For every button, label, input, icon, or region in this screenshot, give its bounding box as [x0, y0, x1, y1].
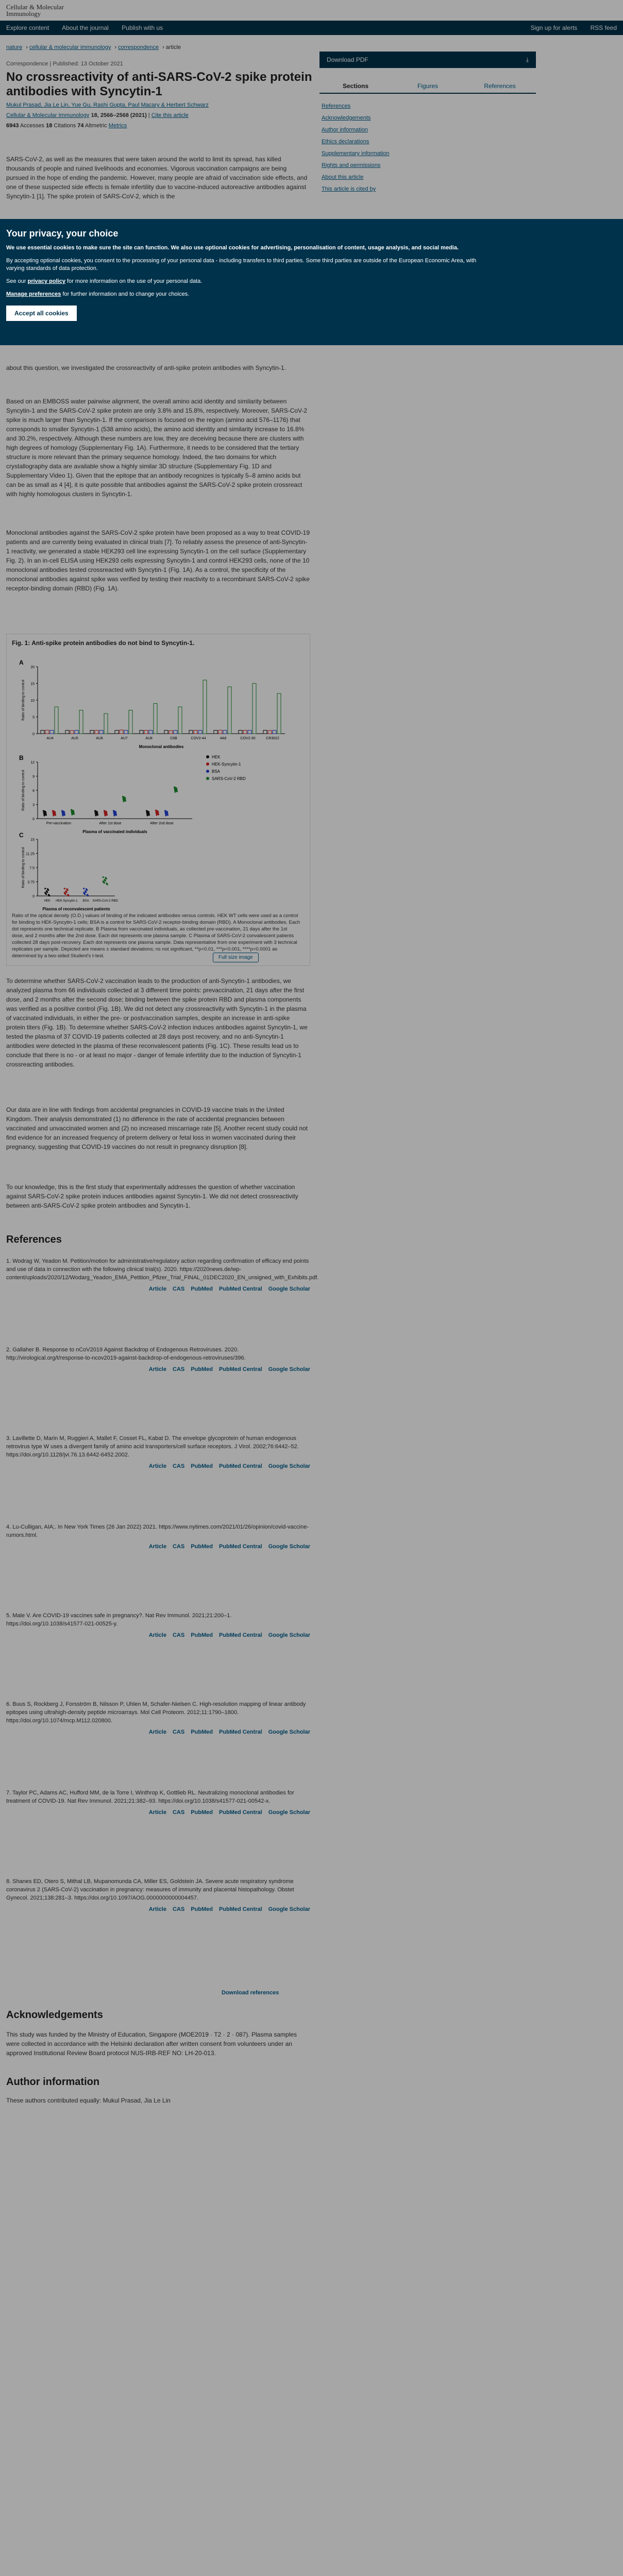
reference-link-article[interactable]: Article [148, 1906, 166, 1912]
y-tick-label: 15 [30, 838, 35, 842]
breadcrumb: nature › cellular & molecular immunology › correspondence › article [6, 44, 181, 50]
tab-references[interactable]: References [484, 82, 516, 90]
x-axis-label: Plasma of reconvalescent patients [42, 907, 110, 911]
y-axis-label: Ratio of binding to control [22, 847, 25, 888]
metrics-link[interactable]: Metrics [108, 123, 127, 129]
cookie-text: By accepting optional cookies, you consent to the processing of your personal data - including transfers to third parties. Some third parties are outside of the European Economic Area, with varying standards of data protection. [6, 258, 477, 272]
nav-about[interactable]: About the journal [62, 24, 109, 31]
reference-text: 1. Wodrag W, Yeadon M. Petition/motion for administrative/regulatory action regarding confirmation of efficacy end points and use of data in connection with the following clinical trial(s). 2020. https://2020news.de/wp-content/uploads/2020/12/Wodarg_Yeadon_EMA_Petition_Pfizer_Trial_FINAL_01DEC2020_EN_unsigned_with_Exhibits.pdf. [6, 1258, 319, 1281]
reference-link-article[interactable]: Article [148, 1286, 166, 1292]
reference-link-google-scholar[interactable]: Google Scholar [268, 1366, 310, 1372]
reference-link-pubmed[interactable]: PubMed [191, 1809, 213, 1816]
x-tick-label: BSA [82, 900, 89, 903]
reference-link-pubmed[interactable]: PubMed [191, 1286, 213, 1292]
x-tick-label: AU8 [145, 737, 153, 740]
y-tick-label: 11.25 [26, 852, 35, 856]
download-icon: ⤓ [526, 56, 529, 63]
reference-link-pubmed-central[interactable]: PubMed Central [218, 1366, 262, 1372]
section-link[interactable]: Acknowledgements [322, 115, 371, 121]
article-meta: Correspondence | Published: 13 October 2021 [6, 61, 123, 67]
body-paragraph: Monoclonal antibodies against the SARS-CoV-2 spike protein have been proposed as a way to treat COVID-19 patients and are currently being evaluated in clinical trials [7]. To reliably assess the presence of anti-Syncytin-1 reactivity, we generated a stable HEK293 cell line expressing Syncytin-1 on the cell surface (Supplementary Fig. 2). In an in-cell ELISA using HEK293 cells expressing Syncytin-1 and control HEK293 cells, none of the 10 monoclonal antibodies tested crossreacted with Syncytin-1 (Fig. 1A). As a control, the specificity of the monoclonal antibodies against spike was verified by testing their reactivity to a recombinant SARS-CoV-2 spike receptor-binding domain (RBD) (Fig. 1A). [6, 529, 310, 592]
x-tick-label: C6B [170, 737, 177, 740]
cookie-manage-post: for further information and to change your choices. [62, 291, 190, 297]
nav-rss[interactable]: RSS feed [590, 24, 617, 31]
panel-label: B [19, 754, 24, 761]
reference-link-cas[interactable]: CAS [172, 1809, 185, 1816]
section-link[interactable]: References [322, 103, 351, 109]
altmetric-count: 74 [77, 123, 84, 129]
accesses-label: Accesses [20, 123, 45, 129]
nav-signup-alerts[interactable]: Sign up for alerts [530, 24, 578, 31]
reference-link-pubmed-central[interactable]: PubMed Central [218, 1463, 262, 1469]
body-paragraph: To our knowledge, this is the first study that experimentally addresses the question of whether vaccination against SARS-CoV-2 spike protein induces antibodies against Syncytin-1. We did not detect crossreactivity between anti-SARS-CoV-2 spike protein antibodies and Syncytin-1. [6, 1183, 298, 1209]
reference-link-cas[interactable]: CAS [172, 1366, 185, 1372]
figure-title: Fig. 1: Anti-spike protein antibodies do not bind to Syncytin-1. [12, 639, 195, 647]
references-heading: References [6, 1234, 62, 1245]
figure-caption: Ratio of the optical density (O.D.) values of binding of the indicated antibodies versus controls. HEK WT cells were used as a control for binding to HEK-Syncytin-1 cells; BSA is a control for SARS-CoV-2 receptor-binding domain (RBD). A Monoclonal antibodies. Each dot represents one technical replicate. B Plasma from vaccinated individuals, as collected pre-vaccination, 21 days after the 1st dose, and 2 months after the 2nd dose. Each dot represents one plasma sample. C Plasma of SARS-CoV-2 convalescent patients collected 28 days post-recovery. Each dot represents one plasma sample. Data representative from one experiment with 3 technical replicates per sample. Depicted are means ± standard deviations; ns not significant, **p<0.01, ***p<0.001, ****p<0.0001 as determined by a two-sided Student's t-test. [12, 913, 300, 959]
reference-text: 7. Taylor PC, Adams AC, Hufford MM, de la Torre I, Winthrop K, Gottlieb RL. Neutralizing monoclonal antibodies for treatment of COVID-19. Nat Rev Immunol. 2021;21:382–93. https://doi.org/10.1038/s41577-021-00542-x. [6, 1790, 294, 1804]
section-link[interactable]: This article is cited by [322, 186, 376, 192]
reference-link-pubmed[interactable]: PubMed [191, 1632, 213, 1638]
published-date: Published: 13 October 2021 [53, 61, 123, 67]
x-tick-label: HEK [44, 900, 50, 903]
body-paragraph: Based on an EMBOSS water pairwise alignment, the overall amino acid identity and similarity between Syncytin-1 and the SARS-CoV-2 spike protein are only 3.8% and 15.8%, respectively. Moreover, SARS-CoV-2 spike is much larger than Syncytin-1. If the comparison is focused on the region (amino acid 576–1176) that corresponds to smaller Syncytin-1 (538 amino acids), the amino acid identity and similarity increase to 16.8% and 30.2%, respectively. Although these numbers are low, they are deceiving because there are clusters with high degrees of homology (Supplementary Fig. 1A). Furthermore, it needs to be considered that the tertiary structure is more relevant than the primary sequence homology. Indeed, the two domains for which crystallography data are available show a highly similar 3D structure (Supplementary Fig. 1D and Supplementary Video 1). Given that the epitope that an antibody recognizes is typically 5–8 amino acids but can be as small as 4 [4], it is quite possible that antibodies against the SARS-CoV-2 spike protein crossreact with highly homologous clusters in Syncytin-1. [6, 398, 308, 498]
reference-text: 2. Gallaher B. Response to nCoV2019 Against Backdrop of Endogenous Retroviruses. 2020. http://virological.org/t/response-to-ncov2019-against-backdrop-of-endogenous-retroviruses/396. [6, 1347, 246, 1361]
article-type: Correspondence [6, 61, 48, 67]
x-tick-label: HEK-Syncytin-1 [56, 900, 78, 903]
reference-link-pubmed-central[interactable]: PubMed Central [218, 1809, 262, 1816]
accept-cookies-button[interactable]: Accept all cookies [6, 306, 77, 321]
cite-this-article[interactable]: Cite this article [151, 112, 189, 118]
journal-line: Cellular & Molecular Immunology 18, 2566–2568 (2021) | Cite this article [6, 112, 189, 118]
breadcrumb-item[interactable]: nature [6, 44, 23, 50]
page-title: No crossreactivity of anti-SARS-CoV-2 spike protein antibodies with Syncytin-1 [6, 70, 312, 98]
reference-link-pubmed-central[interactable]: PubMed Central [218, 1729, 262, 1735]
download-pdf-label: Download PDF [327, 56, 368, 63]
y-tick-label: 0 [32, 733, 35, 736]
panel-label: A [19, 659, 24, 666]
reference-link-pubmed-central[interactable]: PubMed Central [218, 1906, 262, 1912]
y-tick-label: 0 [32, 895, 35, 899]
y-tick-label: 20 [30, 666, 35, 669]
cookie-manage-line [6, 291, 480, 298]
breadcrumb-item-current: article [165, 44, 181, 50]
x-tick-label: AU6 [96, 737, 103, 740]
section-link[interactable]: Rights and permissions [322, 162, 381, 168]
y-axis-label: Ratio of binding to control [22, 770, 25, 811]
body-paragraph: SARS-CoV-2, as well as the measures that were taken around the world to limit its spread, has killed thousands of people and ruined livelihoods and economies. Vigorous vaccination campaigns are being pursued in the hope of ending the pandemic. However, many people are afraid of vaccination side effects, and one of these suspected side effects is female infertility due to vaccine-induced autoreactive antibodies against Syncytin-1 [1]. The spike protein of SARS-CoV-2, which is the [6, 156, 308, 200]
legend-label: SARS-CoV-2 RBD [212, 776, 246, 781]
reference-text: 3. Lavillette D, Marin M, Ruggieri A, Mallet F, Cosset FL, Kabat D. The envelope glycoprotein of human endogenous retrovirus type W uses a divergent family of amino acid transporters/cell surface receptors. J Virol. 2002;76:6442–52. https://doi.org/10.1128/jvi.76.13.6442-6452.2002. [6, 1435, 299, 1458]
reference-link-pubmed[interactable]: PubMed [191, 1729, 213, 1735]
nav-publish[interactable]: Publish with us [122, 24, 163, 31]
reference-link-article[interactable]: Article [148, 1366, 166, 1372]
reference-link-article[interactable]: Article [148, 1809, 166, 1816]
x-tick-label: After 1st dose [99, 822, 122, 825]
privacy-policy-link[interactable]: privacy policy [27, 278, 65, 284]
x-axis-label: Plasma of vaccinated individuals [82, 829, 147, 834]
nav-explore[interactable]: Explore content [6, 24, 49, 31]
y-tick-label: 5 [32, 716, 35, 720]
reference-text: 8. Shanes ED, Otero S, Mithal LB, Mupanomunda CA, Miller ES, Goldstein JA. Severe acute respiratory syndrome coronavirus 2 (SARS-CoV-2) vaccination in pregnancy: measures of immunity and placental histopathology. Obstet Gynecol. 2021;138:281–3. https://doi.org/10.1097/AOG.0000000000004457. [6, 1878, 294, 1901]
reference-link-google-scholar[interactable]: Google Scholar [268, 1729, 310, 1735]
reference-link-pubmed[interactable]: PubMed [191, 1366, 213, 1372]
x-tick-label: COV2-30 [240, 737, 256, 740]
y-tick-label: 3.75 [27, 880, 35, 885]
altmetric-label: Altmetric [85, 123, 107, 129]
reference-link-cas[interactable]: CAS [172, 1544, 185, 1550]
reference-link-cas[interactable]: CAS [172, 1286, 185, 1292]
tab-sections[interactable]: Sections [342, 82, 368, 90]
reference-link-google-scholar[interactable]: Google Scholar [268, 1809, 310, 1816]
citations-count: 18 [46, 123, 53, 129]
reference-link-pubmed-central[interactable]: PubMed Central [218, 1544, 262, 1550]
volume-info: 18, 2566–2568 (2021) [91, 112, 147, 118]
body-paragraph: To determine whether SARS-CoV-2 vaccination leads to the production of anti-Syncytin-1 antibodies, we analyzed plasma from 66 individuals collected at 3 different time points: prevaccination, 21 days after the first dose, and 2 months after the second dose; binding between the spike protein RBD and plasma components was verified as a positive control (Fig. 1B). We did not detect any crossreactivity with Syncytin-1 in the plasma of vaccinated individuals, in either the pre- or postvaccination samples, despite an increase in anti-spike protein titers (Fig. 1B). To determine whether SARS-CoV-2 infection induces antibodies against Syncytin-1, we tested the plasma of 37 COVID-19 patients collected at 28 days post recovery, and no anti-Syncytin-1 antibodies were detected in the plasma of these reconvalescent patients (Fig. 1C). These results lead us to conclude that there is no - or at least no major - danger of female infertility due to the induction of Syncytin-1 crossreacting antibodies. [6, 977, 308, 1068]
y-tick-label: 12 [30, 761, 35, 765]
legend-label: HEK-Syncytin-1 [212, 762, 241, 767]
reference-link-google-scholar[interactable]: Google Scholar [268, 1632, 310, 1638]
reference-link-cas[interactable]: CAS [172, 1632, 185, 1638]
download-references-link[interactable]: Download references [222, 1990, 279, 1996]
reference-link-google-scholar[interactable]: Google Scholar [268, 1463, 310, 1469]
y-axis-label: Ratio of binding to control [22, 680, 25, 721]
author-info-heading: Author information [6, 2076, 100, 2088]
reference-link-pubmed[interactable]: PubMed [191, 1463, 213, 1469]
cookie-privacy-line [6, 278, 480, 285]
reference-link-pubmed-central[interactable]: PubMed Central [218, 1632, 262, 1638]
reference-link-cas[interactable]: CAS [172, 1463, 185, 1469]
cookie-privacy-pre: See our [6, 278, 26, 284]
reference-link-article[interactable]: Article [148, 1729, 166, 1735]
body-paragraph: Our data are in line with findings from accidental pregnancies in COVID-19 vaccine trials in the United Kingdom. Their analysis demonstrated (1) no difference in the rate of accidental pregnancies between vaccinated and unvaccinated women and (2) no increased miscarriage rate [5]. Another recent study could not find evidence for an increased frequency of preterm delivery or fetal loss in women vaccinated during their pregnancy, suggesting that COVID-19 vaccines do not result in pregnancy disruption [8]. [6, 1106, 308, 1150]
reference-link-pubmed-central[interactable]: PubMed Central [218, 1286, 262, 1292]
acknowledgements-heading: Acknowledgements [6, 2009, 103, 2021]
section-link[interactable]: Ethics declarations [322, 139, 369, 145]
y-tick-label: 6 [32, 789, 35, 793]
x-tick-label: After 2nd dose [150, 822, 174, 825]
section-link[interactable]: About this article [322, 174, 364, 180]
y-tick-label: 15 [30, 682, 35, 686]
cookie-text: We use essential cookies to make sure the site can function. We also use optional cookies for advertising, personalisation of content, usage analysis, and social media. [6, 245, 459, 251]
author-info-text: These authors contributed equally: Mukul Prasad, Jia Le Lin [6, 2097, 171, 2104]
x-tick-label: AU7 [121, 737, 128, 740]
author-list[interactable]: Mukul Prasad, Jia Le Lin, Yue Gu, Rashi Gupta, Paul Macary & Herbert Schwarz [6, 102, 209, 108]
legend-label: HEK [212, 755, 221, 759]
x-tick-label: AU4 [46, 737, 54, 740]
x-tick-label: 4A8 [220, 737, 227, 740]
citations-label: Citations [54, 123, 76, 129]
breadcrumb-item[interactable]: cellular & molecular immunology [29, 44, 111, 50]
reference-link-article[interactable]: Article [148, 1463, 166, 1469]
reference-link-cas[interactable]: CAS [172, 1729, 185, 1735]
cookie-title: Your privacy, your choice [6, 228, 119, 239]
x-tick-label: CR3022 [266, 737, 279, 740]
section-link[interactable]: Supplementary information [322, 150, 390, 157]
section-link[interactable]: Author information [322, 127, 368, 133]
reference-link-google-scholar[interactable]: Google Scholar [268, 1544, 310, 1550]
reference-link-cas[interactable]: CAS [172, 1906, 185, 1912]
y-tick-label: 10 [30, 699, 35, 703]
reference-text: 4. Lu-Culligan, AIA;. In New York Times (26 Jan 2022) 2021. https://www.nytimes.com/2021/01/26/opinion/covid-vaccine-rumors.html. [6, 1524, 309, 1538]
breadcrumb-item[interactable]: correspondence [118, 44, 159, 50]
reference-link-article[interactable]: Article [148, 1544, 166, 1550]
cookie-consent-dialog [0, 219, 623, 345]
accesses-count: 6943 [6, 123, 19, 129]
x-tick-label: COV2-44 [191, 737, 206, 740]
logo-line-2: Immunology [6, 10, 41, 18]
legend-label: BSA [212, 769, 221, 774]
acknowledgements-text: This study was funded by the Ministry of Education, Singapore (MOE2019 · T2 · 2 · 087). Plasma samples were collected in accordance with the Helsinki declaration after written consent from volunteers under an approved Institutional Review Board protocol NUS-IRB-REF NO: LH-20-013. [6, 2031, 297, 2057]
full-size-image-button[interactable]: Full size image [213, 953, 259, 962]
manage-preferences-link[interactable]: Manage preferences [6, 291, 61, 297]
reference-text: 6. Buus S, Rockberg J, Forsström B, Nilsson P, Uhlen M, Schafer-Nielsen C. High-resolution mapping of linear antibody epitopes using ultrahigh-density peptide microarrays. Mol Cell Proteom. 2012;11:1790–1800. https://doi.org/10.1074/mcp.M112.020800. [6, 1701, 306, 1724]
x-axis-label: Monoclonal antibodies [139, 744, 184, 749]
reference-link-google-scholar[interactable]: Google Scholar [268, 1286, 310, 1292]
cookie-privacy-post: for more information on the use of your personal data. [67, 278, 203, 284]
panel-label: C [19, 832, 24, 839]
reference-link-pubmed[interactable]: PubMed [191, 1544, 213, 1550]
x-tick-label: SARS-CoV-2 RBD [92, 900, 118, 903]
x-tick-label: AU5 [71, 737, 78, 740]
y-tick-label: 9 [32, 775, 35, 779]
reference-link-pubmed[interactable]: PubMed [191, 1906, 213, 1912]
reference-link-article[interactable]: Article [148, 1632, 166, 1638]
reference-link-google-scholar[interactable]: Google Scholar [268, 1906, 310, 1912]
y-tick-label: 7.5 [29, 867, 35, 870]
y-tick-label: 0 [32, 818, 35, 821]
reference-text: 5. Male V. Are COVID-19 vaccines safe in pregnancy?. Nat Rev Immunol. 2021;21:200–1. https://doi.org/10.1038/s41577-021-00525-y. [6, 1613, 232, 1627]
tab-figures[interactable]: Figures [417, 82, 438, 90]
x-tick-label: Pre-vaccination [46, 822, 72, 825]
body-paragraph: about this question, we investigated the crossreactivity of anti-spike protein antibodies with Syncytin-1. [6, 364, 286, 371]
journal-name[interactable]: Cellular & Molecular Immunology [6, 112, 90, 118]
y-tick-label: 3 [32, 803, 35, 807]
logo-line-1: Cellular & Molecular [6, 3, 64, 11]
